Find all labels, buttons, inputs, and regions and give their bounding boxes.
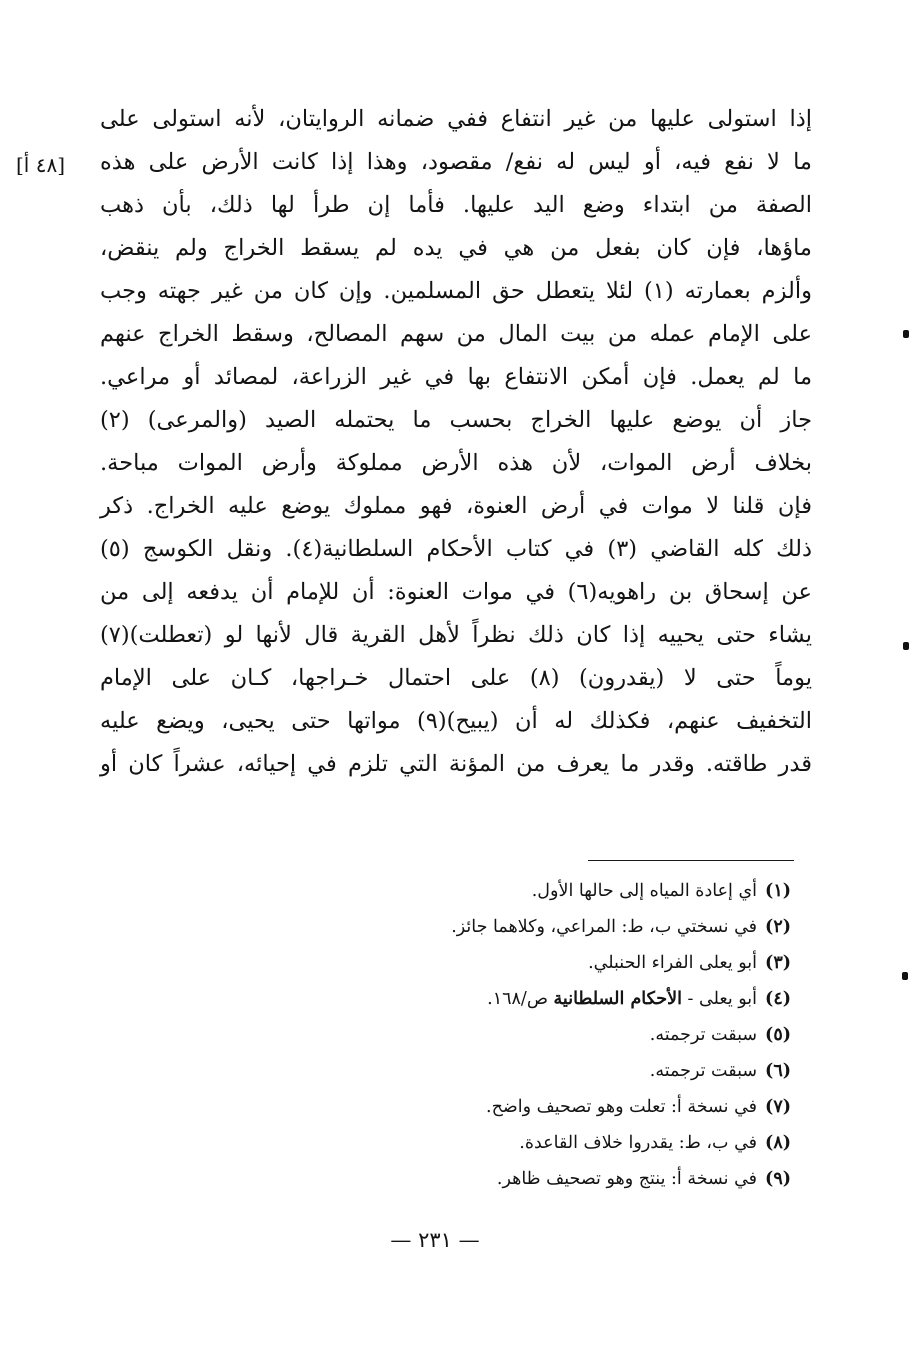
footnote-text: سبقت ترجمته.: [649, 1025, 758, 1045]
text-line: الصفة من ابتداء وضع اليد عليها. فأما إن طرأ لها ذلك، بأن ذهب: [100, 192, 812, 218]
footnote: [231, 981, 791, 1017]
scan-speck: [903, 642, 909, 650]
footnote-text: أبو يعلى -: [681, 989, 758, 1009]
footnote-number: (٦): [765, 1061, 791, 1081]
footnote-text: في نسخة أ: ينتج وهو تصحيف ظاهر.: [496, 1169, 758, 1189]
footnotes-block: [231, 873, 791, 1197]
footnote: [231, 1161, 791, 1197]
scan-speck: [902, 972, 908, 980]
footnote-text: أي إعادة المياه إلى حالها الأول.: [531, 881, 758, 901]
text-line: يوماً حتى لا (يقدرون) (٨) على احتمال خـراجها، كـان على الإمام: [100, 665, 812, 691]
footnote-number: (١): [765, 881, 791, 901]
text-line: بخلاف أرض الموات، لأن هذه الأرض مملوكة وأرض الموات مباحة.: [100, 450, 812, 476]
text-line: ما لا نفع فيه، أو ليس له نفع/ مقصود، وهذا إذا كانت الأرض على هذه: [100, 149, 812, 175]
footnote-number: (٧): [765, 1097, 791, 1117]
text-line: إذا استولى عليها من غير انتفاع ففي ضمانه الروايتان، لأنه استولى على: [100, 106, 812, 132]
footnote: [231, 1089, 791, 1125]
text-line: وألزم بعمارته (١) لئلا يتعطل حق المسلمين. وإن كان من غير جهته وجب: [100, 278, 812, 304]
footnote: [231, 1053, 791, 1089]
text-line: التخفيف عنهم، فكذلك له أن (يبيح)(٩) مواتها حتى يحيى، ويضع عليه: [100, 708, 813, 734]
footnote-separator-rule: [588, 860, 794, 861]
text-line: قدر طاقته. وقدر ما يعرف من المؤنة التي تلزم في إحيائه، عشراً كان أو: [100, 751, 812, 777]
footnote-text: في ب، ط: يقدروا خلاف القاعدة.: [519, 1133, 758, 1153]
text-line: ذلك كله القاضي (٣) في كتاب الأحكام السلطانية(٤). ونقل الكوسج (٥): [100, 536, 813, 562]
text-line: ماؤها، فإن كان بفعل من هي في يده لم يسقط الخراج ولم ينقض،: [100, 235, 812, 261]
footnote-number: (٥): [765, 1025, 791, 1045]
text-line: على الإمام عمله من بيت المال من سهم المصالح، وسقط الخراج عنهم: [100, 321, 812, 347]
footnote-number: (٢): [765, 917, 791, 937]
footnote: [231, 1125, 791, 1161]
footnote: [231, 873, 791, 909]
footnote-text: ص/١٦٨.: [487, 989, 554, 1009]
footnote: [231, 909, 791, 945]
footnote: [231, 945, 791, 981]
footnote-number: (٣): [765, 953, 791, 973]
main-text-block: [100, 98, 812, 786]
scan-speck: [903, 330, 909, 338]
text-line: يشاء حتى يحييه إذا كان ذلك نظراً لأهل القرية قال لأنها لو (تعطلت)(٧): [100, 622, 812, 648]
footnote-number: (٨): [765, 1133, 791, 1153]
footnote-text: أبو يعلى الفراء الحنبلي.: [588, 953, 758, 973]
text-line: جاز أن يوضع عليها الخراج بحسب ما يحتمله الصيد (والمرعى) (٢): [100, 407, 812, 433]
footnote-text: في نسختي ب، ط: المراعي، وكلاهما جائز.: [451, 917, 758, 937]
page-number: — ٢٣١ —: [390, 1228, 480, 1252]
text-line: فإن قلنا لا موات في أرض العنوة، فهو مملوك يوضع عليه الخراج. ذكر: [100, 493, 812, 519]
footnote-text: سبقت ترجمته.: [649, 1061, 758, 1081]
footnote-number: (٩): [765, 1169, 791, 1189]
footnote-book-title: الأحكام السلطانية: [553, 989, 682, 1009]
footnote-text: في نسخة أ: تعلت وهو تصحيف واضح.: [486, 1097, 758, 1117]
footnote: [231, 1017, 791, 1053]
footnote-number: (٤): [765, 989, 791, 1009]
manuscript-folio-marker: [٤٨ أ]: [16, 153, 66, 177]
text-line: عن إسحاق بن راهويه(٦) في موات العنوة: أن للإمام أن يدفعه إلى من: [100, 579, 812, 605]
text-line: ما لم يعمل. فإن أمكن الانتفاع بها في غير الزراعة، لمصائد أو مراعي.: [100, 364, 812, 390]
